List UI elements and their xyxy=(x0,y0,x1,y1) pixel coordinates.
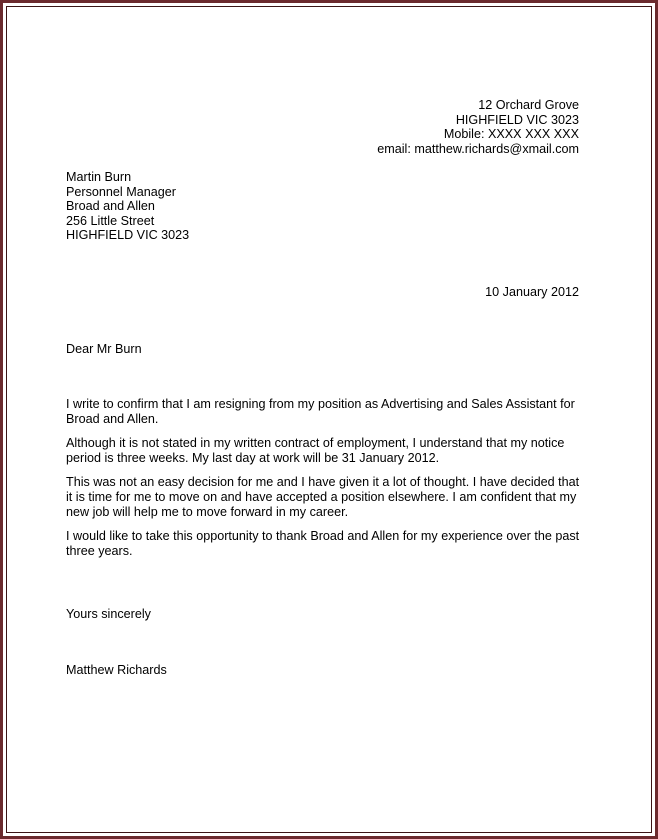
body-paragraph xyxy=(66,529,578,558)
closing: Yours sincerely xyxy=(66,607,151,621)
body-paragraph xyxy=(66,475,578,519)
recipient-city: HIGHFIELD VIC 3023 xyxy=(66,228,190,243)
signature-name: Matthew Richards xyxy=(66,663,167,677)
paragraph-line: I would like to take this opportunity to thank Broad and Allen for my experience over the past xyxy=(66,529,580,544)
body-paragraph xyxy=(66,397,578,426)
paragraph-line: Although it is not stated in my written contract of employment, I understand that my notice xyxy=(66,436,565,451)
paragraph-line: This was not an easy decision for me and I have given it a lot of thought. I have decided that xyxy=(66,475,580,490)
recipient-address-block xyxy=(66,170,189,243)
recipient-company: Broad and Allen xyxy=(66,199,155,214)
recipient-title: Personnel Manager xyxy=(66,184,176,199)
sender-address-block xyxy=(377,98,579,156)
sender-city: HIGHFIELD VIC 3023 xyxy=(455,112,579,127)
paragraph-line: three years. xyxy=(66,543,133,558)
sender-mobile: Mobile: XXXX XXX XXX xyxy=(443,127,579,142)
recipient-name: Martin Burn xyxy=(66,170,132,184)
letter-body xyxy=(66,397,578,568)
body-paragraph xyxy=(66,436,578,465)
paragraph-line: it is time for me to move on and have accepted a position elsewhere. I am confident that my xyxy=(66,489,577,504)
paragraph-line: Broad and Allen. xyxy=(66,411,159,426)
letter-date: 10 January 2012 xyxy=(485,285,579,299)
salutation: Dear Mr Burn xyxy=(66,342,142,356)
recipient-street: 256 Little Street xyxy=(66,213,155,228)
paragraph-line: period is three weeks. My last day at work will be 31 January 2012. xyxy=(66,450,440,465)
paragraph-line: I write to confirm that I am resigning from my position as Advertising and Sales Assistant for xyxy=(66,397,575,411)
sender-email: email: matthew.richards@xmail.com xyxy=(377,141,579,156)
sender-street: 12 Orchard Grove xyxy=(478,98,579,112)
paragraph-line: new job will help me to move forward in my career. xyxy=(66,504,349,519)
